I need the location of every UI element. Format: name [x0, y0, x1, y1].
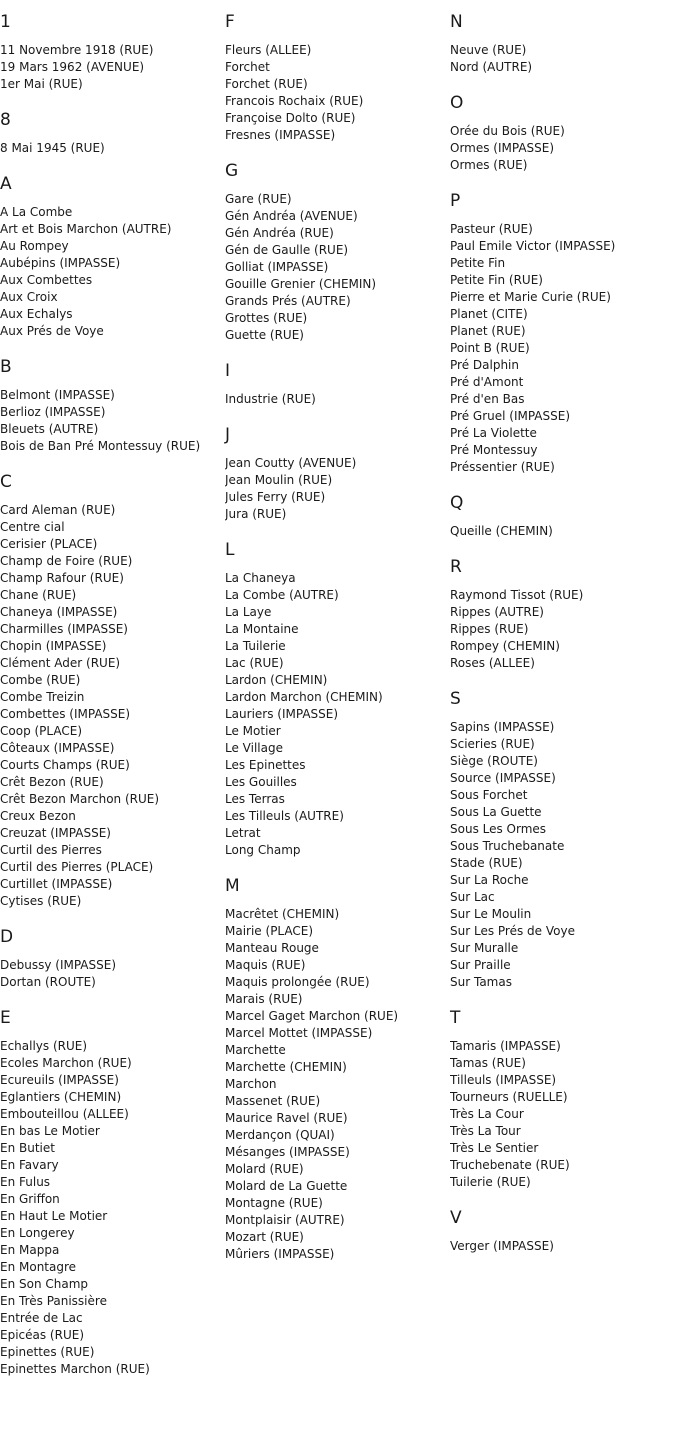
street-link[interactable]: Embouteillou (ALLEE) [0, 1107, 129, 1121]
street-link[interactable]: En Griffon [0, 1192, 60, 1206]
street-link[interactable]: Echallys (RUE) [0, 1039, 88, 1053]
street-list [0, 502, 222, 910]
letter-heading: G [225, 161, 239, 181]
street-link[interactable]: Macrêtet (CHEMIN) [225, 907, 340, 921]
street-link[interactable]: En Longerey [0, 1226, 75, 1240]
street-link[interactable]: Scieries (RUE) [450, 737, 535, 751]
street-link[interactable]: Tamaris (IMPASSE) [450, 1039, 561, 1053]
street-link[interactable]: Aux Prés de Voye [0, 324, 104, 338]
street-link[interactable]: En Très Panissière [0, 1294, 107, 1308]
street-link[interactable]: Cerisier (PLACE) [0, 537, 98, 551]
street-link[interactable]: Tamas (RUE) [450, 1056, 526, 1070]
street-link[interactable]: Roses (ALLEE) [450, 656, 535, 670]
street-link[interactable]: Entrée de Lac [0, 1311, 83, 1325]
street-link[interactable]: Merdançon (QUAI) [225, 1128, 335, 1142]
street-link[interactable]: Très Le Sentier [450, 1141, 539, 1155]
street-link[interactable]: Eglantiers (CHEMIN) [0, 1090, 122, 1104]
street-link[interactable]: Tilleuls (IMPASSE) [450, 1073, 557, 1087]
street-list [450, 221, 672, 476]
letter-heading: D [0, 927, 14, 947]
street-link[interactable]: Forchet [225, 60, 270, 74]
street-link[interactable]: Sous Truchebanate [450, 839, 565, 853]
street-link[interactable]: Cytises (RUE) [0, 894, 82, 908]
street-link[interactable]: Pré d'Amont [450, 375, 524, 389]
street-link[interactable]: Guette (RUE) [225, 328, 304, 342]
street-link[interactable]: Verger (IMPASSE) [450, 1239, 554, 1253]
street-link[interactable]: Fresnes (IMPASSE) [225, 128, 336, 142]
street-link[interactable]: 8 Mai 1945 (RUE) [0, 141, 105, 155]
street-link[interactable]: Le Village [225, 741, 283, 755]
street-link[interactable]: En Son Champ [0, 1277, 89, 1291]
letter-group [0, 927, 222, 991]
street-link[interactable]: Sur Praille [450, 958, 511, 972]
street-link[interactable]: Françoise Dolto (RUE) [225, 111, 356, 125]
street-link[interactable]: En Favary [0, 1158, 59, 1172]
street-link[interactable]: La Laye [225, 605, 272, 619]
street-link[interactable]: Siège (ROUTE) [450, 754, 538, 768]
street-link[interactable]: Pré Dalphin [450, 358, 519, 372]
letter-heading: O [450, 93, 464, 113]
street-link[interactable]: Ormes (IMPASSE) [450, 141, 555, 155]
street-link[interactable]: Ormes (RUE) [450, 158, 528, 172]
street-link[interactable]: Chaneya (IMPASSE) [0, 605, 118, 619]
street-link[interactable]: Aux Combettes [0, 273, 93, 287]
letter-group [450, 1208, 672, 1255]
street-list [225, 570, 447, 859]
street-link[interactable]: Gouille Grenier (CHEMIN) [225, 277, 377, 291]
street-column-2 [225, 0, 447, 1280]
street-link[interactable]: Jura (RUE) [225, 507, 287, 521]
letter-group [450, 191, 672, 476]
street-link[interactable]: Orée du Bois (RUE) [450, 124, 565, 138]
street-link[interactable]: Chane (RUE) [0, 588, 77, 602]
letter-heading: A [0, 174, 12, 194]
street-link[interactable]: Epinettes (RUE) [0, 1345, 95, 1359]
street-link[interactable]: Mésanges (IMPASSE) [225, 1145, 350, 1159]
letter-heading: J [225, 425, 231, 445]
street-link[interactable]: Les Gouilles [225, 775, 297, 789]
street-link[interactable]: Jean Coutty (AVENUE) [225, 456, 357, 470]
letter-heading: 1 [0, 12, 11, 32]
street-link[interactable]: Combe Treizin [0, 690, 85, 704]
street-link[interactable]: Debussy (IMPASSE) [0, 958, 117, 972]
street-link[interactable]: En Fulus [0, 1175, 51, 1189]
letter-group [225, 161, 447, 344]
street-link[interactable]: Champ Rafour (RUE) [0, 571, 124, 585]
letter-group [0, 472, 222, 910]
street-link[interactable]: Mozart (RUE) [225, 1230, 304, 1244]
letter-group [225, 876, 447, 1263]
street-list [225, 391, 447, 408]
street-link[interactable]: Les Tilleuls (AUTRE) [225, 809, 344, 823]
street-link[interactable]: Lauriers (IMPASSE) [225, 707, 339, 721]
street-list [450, 1238, 672, 1255]
letter-group [450, 1008, 672, 1191]
street-link[interactable]: Jules Ferry (RUE) [225, 490, 326, 504]
street-link[interactable]: Source (IMPASSE) [450, 771, 556, 785]
street-link[interactable]: Petite Fin (RUE) [450, 273, 543, 287]
street-link[interactable]: Montagne (RUE) [225, 1196, 323, 1210]
street-link[interactable]: Creuzat (IMPASSE) [0, 826, 111, 840]
street-link[interactable]: Dortan (ROUTE) [0, 975, 96, 989]
street-link[interactable]: Nord (AUTRE) [450, 60, 533, 74]
street-link[interactable]: Queille (CHEMIN) [450, 524, 553, 538]
street-link[interactable]: Manteau Rouge [225, 941, 319, 955]
street-link[interactable]: Industrie (RUE) [225, 392, 316, 406]
street-link[interactable]: 11 Novembre 1918 (RUE) [0, 43, 154, 57]
street-link[interactable]: Marchon [225, 1077, 277, 1091]
street-link[interactable]: Lardon Marchon (CHEMIN) [225, 690, 383, 704]
street-list [0, 140, 222, 157]
street-link[interactable]: Point B (RUE) [450, 341, 530, 355]
street-link[interactable]: Belmont (IMPASSE) [0, 388, 115, 402]
street-link[interactable]: Sur Lac [450, 890, 495, 904]
street-link[interactable]: Pré Montessuy [450, 443, 538, 457]
letter-heading: I [225, 361, 231, 381]
street-link[interactable]: Ecoles Marchon (RUE) [0, 1056, 132, 1070]
street-link[interactable]: Petite Fin [450, 256, 506, 270]
street-link[interactable]: Les Epinettes [225, 758, 306, 772]
street-link[interactable]: Curtil des Pierres (PLACE) [0, 860, 154, 874]
street-link[interactable]: Marcel Mottet (IMPASSE) [225, 1026, 373, 1040]
street-link[interactable]: Aux Croix [0, 290, 58, 304]
street-column-1 [0, 0, 222, 1395]
street-link[interactable]: Gén Andréa (AVENUE) [225, 209, 358, 223]
street-list [450, 42, 672, 76]
letter-heading: E [0, 1008, 11, 1028]
street-link[interactable]: Clément Ader (RUE) [0, 656, 121, 670]
street-link[interactable]: Marchette (CHEMIN) [225, 1060, 347, 1074]
street-link[interactable]: Paul Emile Victor (IMPASSE) [450, 239, 616, 253]
street-list [450, 587, 672, 672]
street-link[interactable]: Curtil des Pierres [0, 843, 102, 857]
street-link[interactable]: Creux Bezon [0, 809, 76, 823]
street-link[interactable]: Long Champ [225, 843, 301, 857]
letter-heading: P [450, 191, 461, 211]
street-link[interactable]: Curtillet (IMPASSE) [0, 877, 113, 891]
letter-heading: N [450, 12, 463, 32]
street-link[interactable]: Préssentier (RUE) [450, 460, 555, 474]
letter-group [0, 12, 222, 93]
letter-heading: B [0, 357, 12, 377]
letter-heading: C [0, 472, 12, 492]
street-link[interactable]: Grottes (RUE) [225, 311, 308, 325]
street-link[interactable]: Sous La Guette [450, 805, 542, 819]
street-link[interactable]: Bois de Ban Pré Montessuy (RUE) [0, 439, 201, 453]
street-link[interactable]: Sur La Roche [450, 873, 529, 887]
street-link[interactable]: 1er Mai (RUE) [0, 77, 83, 91]
letter-group [0, 1008, 222, 1378]
street-list [225, 42, 447, 144]
street-link[interactable]: Mairie (PLACE) [225, 924, 314, 938]
street-link[interactable]: Card Aleman (RUE) [0, 503, 116, 517]
street-link[interactable]: Golliat (IMPASSE) [225, 260, 329, 274]
street-link[interactable]: Gén de Gaulle (RUE) [225, 243, 349, 257]
street-list [0, 42, 222, 93]
letter-group [225, 540, 447, 859]
street-column-3 [450, 0, 672, 1272]
street-link[interactable]: En bas Le Motier [0, 1124, 100, 1138]
street-link[interactable]: Aubépins (IMPASSE) [0, 256, 121, 270]
letter-heading: V [450, 1208, 462, 1228]
letter-group [450, 557, 672, 672]
street-link[interactable]: La Montaine [225, 622, 299, 636]
street-link[interactable]: En Mappa [0, 1243, 60, 1257]
street-link[interactable]: Bleuets (AUTRE) [0, 422, 99, 436]
letter-group [225, 425, 447, 523]
street-link[interactable]: Massenet (RUE) [225, 1094, 321, 1108]
street-link[interactable]: En Montagre [0, 1260, 77, 1274]
street-link[interactable]: La Combe (AUTRE) [225, 588, 339, 602]
street-link[interactable]: Centre cial [0, 520, 65, 534]
street-link[interactable]: Epicéas (RUE) [0, 1328, 84, 1342]
letter-heading: T [450, 1008, 461, 1028]
street-link[interactable]: Gén Andréa (RUE) [225, 226, 334, 240]
letter-group [450, 493, 672, 540]
street-list [0, 387, 222, 455]
street-link[interactable]: Le Motier [225, 724, 281, 738]
street-link[interactable]: Grands Prés (AUTRE) [225, 294, 351, 308]
street-list [0, 204, 222, 340]
street-list [450, 719, 672, 991]
street-link[interactable]: Lardon (CHEMIN) [225, 673, 328, 687]
street-link[interactable]: Planet (CITE) [450, 307, 528, 321]
street-link[interactable]: Pré La Violette [450, 426, 537, 440]
street-link[interactable]: Au Rompey [0, 239, 69, 253]
street-link[interactable]: Gare (RUE) [225, 192, 292, 206]
letter-heading: F [225, 12, 235, 32]
street-link[interactable]: Neuve (RUE) [450, 43, 527, 57]
letter-heading: M [225, 876, 240, 896]
street-link[interactable]: Rompey (CHEMIN) [450, 639, 560, 653]
street-link[interactable]: Sous Les Ormes [450, 822, 547, 836]
street-link[interactable]: Maquis prolongée (RUE) [225, 975, 370, 989]
street-list [0, 1038, 222, 1378]
street-link[interactable]: Marcel Gaget Marchon (RUE) [225, 1009, 399, 1023]
street-link[interactable]: Maurice Ravel (RUE) [225, 1111, 348, 1125]
street-link[interactable]: Lac (RUE) [225, 656, 284, 670]
street-link[interactable]: Coop (PLACE) [0, 724, 83, 738]
street-link[interactable]: Art et Bois Marchon (AUTRE) [0, 222, 172, 236]
street-link[interactable]: Chopin (IMPASSE) [0, 639, 107, 653]
street-list [450, 123, 672, 174]
letter-heading: R [450, 557, 462, 577]
street-list [225, 906, 447, 1263]
street-link[interactable]: Molard (RUE) [225, 1162, 304, 1176]
street-link[interactable]: Francois Rochaix (RUE) [225, 94, 364, 108]
street-link[interactable]: Rippes (RUE) [450, 622, 529, 636]
street-link[interactable]: En Haut Le Motier [0, 1209, 108, 1223]
street-list [225, 191, 447, 344]
street-link[interactable]: Forchet (RUE) [225, 77, 308, 91]
street-link[interactable]: La Chaneya [225, 571, 296, 585]
street-link[interactable]: Courts Champs (RUE) [0, 758, 130, 772]
street-link[interactable]: Aux Echalys [0, 307, 73, 321]
street-list [450, 1038, 672, 1191]
street-link[interactable]: Crêt Bezon Marchon (RUE) [0, 792, 160, 806]
street-link[interactable]: Rippes (AUTRE) [450, 605, 544, 619]
letter-group [450, 93, 672, 174]
street-link[interactable]: Pré d'en Bas [450, 392, 525, 406]
street-link[interactable]: La Tuilerie [225, 639, 286, 653]
street-link[interactable]: Très La Cour [450, 1107, 524, 1121]
street-link[interactable]: Très La Tour [450, 1124, 521, 1138]
street-link[interactable]: Jean Moulin (RUE) [225, 473, 333, 487]
letter-heading: Q [450, 493, 464, 513]
street-link[interactable]: Champ de Foire (RUE) [0, 554, 133, 568]
street-link[interactable]: Sur Les Prés de Voye [450, 924, 575, 938]
letter-group [225, 12, 447, 144]
street-link[interactable]: Epinettes Marchon (RUE) [0, 1362, 150, 1376]
street-link[interactable]: Sur Muralle [450, 941, 519, 955]
letter-heading: 8 [0, 110, 11, 130]
street-link[interactable]: Stade (RUE) [450, 856, 523, 870]
letter-heading: L [225, 540, 235, 560]
street-link[interactable]: Marais (RUE) [225, 992, 303, 1006]
street-link[interactable]: Tuilerie (RUE) [450, 1175, 531, 1189]
street-link[interactable]: Crêt Bezon (RUE) [0, 775, 104, 789]
street-link[interactable]: 19 Mars 1962 (AVENUE) [0, 60, 145, 74]
street-link[interactable]: Letrat [225, 826, 261, 840]
street-list [225, 455, 447, 523]
street-link[interactable]: Tourneurs (RUELLE) [450, 1090, 568, 1104]
street-link[interactable]: Mûriers (IMPASSE) [225, 1247, 335, 1261]
letter-group [0, 174, 222, 340]
letter-heading: S [450, 689, 461, 709]
letter-group [0, 357, 222, 455]
letter-group [450, 12, 672, 76]
street-link[interactable]: Combettes (IMPASSE) [0, 707, 131, 721]
street-link[interactable]: Ecureuils (IMPASSE) [0, 1073, 119, 1087]
street-link[interactable]: Côteaux (IMPASSE) [0, 741, 115, 755]
street-link[interactable]: Berlioz (IMPASSE) [0, 405, 106, 419]
street-link[interactable]: Charmilles (IMPASSE) [0, 622, 128, 636]
street-link[interactable]: Les Terras [225, 792, 285, 806]
street-link[interactable]: Molard de La Guette [225, 1179, 348, 1193]
street-link[interactable]: Pasteur (RUE) [450, 222, 533, 236]
street-link[interactable]: Pré Gruel (IMPASSE) [450, 409, 571, 423]
letter-group [225, 361, 447, 408]
street-link[interactable]: En Butiet [0, 1141, 55, 1155]
street-list [0, 957, 222, 991]
street-link[interactable]: Combe (RUE) [0, 673, 81, 687]
street-link[interactable]: A La Combe [0, 205, 73, 219]
street-link[interactable]: Sur Tamas [450, 975, 512, 989]
letter-group [0, 110, 222, 157]
street-link[interactable]: Maquis (RUE) [225, 958, 306, 972]
street-link[interactable]: Fleurs (ALLEE) [225, 43, 312, 57]
street-link[interactable]: Marchette [225, 1043, 286, 1057]
street-link[interactable]: Planet (RUE) [450, 324, 526, 338]
street-link[interactable]: Sapins (IMPASSE) [450, 720, 555, 734]
letter-group [450, 689, 672, 991]
street-link[interactable]: Truchebenate (RUE) [450, 1158, 570, 1172]
street-link[interactable]: Sur Le Moulin [450, 907, 532, 921]
street-link[interactable]: Pierre et Marie Curie (RUE) [450, 290, 611, 304]
street-link[interactable]: Raymond Tissot (RUE) [450, 588, 584, 602]
street-link[interactable]: Sous Forchet [450, 788, 528, 802]
street-link[interactable]: Montplaisir (AUTRE) [225, 1213, 345, 1227]
street-list [450, 523, 672, 540]
